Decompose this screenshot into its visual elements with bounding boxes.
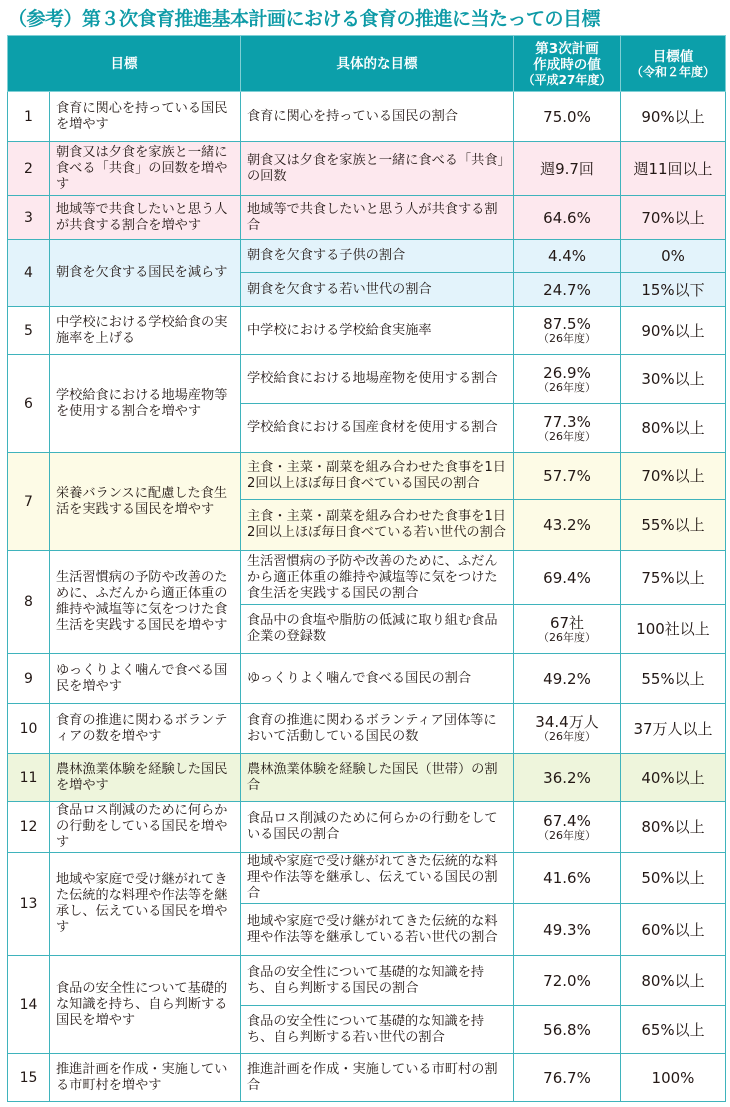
header-goal: 目標 <box>8 36 241 92</box>
baseline-value: 69.4% <box>543 568 591 587</box>
baseline-note: （26年度） <box>538 630 596 644</box>
row-target: 90%以上 <box>621 92 726 142</box>
row-target: 90%以上 <box>621 307 726 355</box>
row-specific: 朝食又は夕食を家族と一緒に食べる「共食」の回数 <box>241 142 514 196</box>
header-baseline-line3: （平成27年度） <box>522 72 612 87</box>
row-baseline <box>514 704 621 754</box>
row-goal: 栄養バランスに配慮した食生活を実践する国民を増やす <box>50 453 241 551</box>
row-target: 80%以上 <box>621 404 726 453</box>
table-row <box>8 196 726 240</box>
row-target: 55%以上 <box>621 500 726 551</box>
baseline-note: （26年度） <box>538 380 596 394</box>
row-specific: 推進計画を作成・実施している市町村の割合 <box>241 1054 514 1102</box>
row-goal: 学校給食における地場産物等を使用する割合を増やす <box>50 355 241 453</box>
row-specific: 中学校における学校給食実施率 <box>241 307 514 355</box>
row-specific: 食品ロス削減のために何らかの行動をしている国民の割合 <box>241 802 514 853</box>
baseline-value: 64.6% <box>543 208 591 227</box>
baseline-note: （26年度） <box>538 429 596 443</box>
table-row <box>8 1054 726 1102</box>
row-goal: 地域や家庭で受け継がれてきた伝統的な料理や作法等を継承し、伝えている国民を増やす <box>50 853 241 956</box>
row-specific: 地域等で共食したいと思う人が共食する割合 <box>241 196 514 240</box>
row-specific: 主食・主菜・副菜を組み合わせた食事を1日2回以上ほぼ毎日食べている国民の割合 <box>241 453 514 500</box>
row-number: 9 <box>8 654 50 704</box>
row-target: 15%以下 <box>621 273 726 307</box>
row-target: 50%以上 <box>621 853 726 904</box>
table-row <box>8 754 726 802</box>
baseline-value: 49.3% <box>543 920 591 939</box>
table-header-row <box>8 36 726 92</box>
row-specific: 食品の安全性について基礎的な知識を持ち、自ら判断する若い世代の割合 <box>241 1006 514 1054</box>
row-number: 2 <box>8 142 50 196</box>
table-row <box>8 551 726 605</box>
baseline-value: 4.4% <box>547 247 587 265</box>
row-number: 13 <box>8 853 50 956</box>
table-row <box>8 355 726 404</box>
row-baseline <box>514 307 621 355</box>
row-goal: 農林漁業体験を経験した国民を増やす <box>50 754 241 802</box>
table-row <box>8 704 726 754</box>
baseline-value: 87.5% <box>543 315 591 333</box>
row-goal: 食育に関心を持っている国民を増やす <box>50 92 241 142</box>
row-goal: 朝食を欠食する国民を減らす <box>50 240 241 307</box>
page-title: （参考）第３次食育推進基本計画における食育の推進に当たっての目標 <box>8 8 601 30</box>
header-specific: 具体的な目標 <box>241 36 514 92</box>
baseline-note: （26年度） <box>538 828 596 842</box>
row-goal: 朝食又は夕食を家族と一緒に食べる「共食」の回数を増やす <box>50 142 241 196</box>
row-target: 60%以上 <box>621 904 726 956</box>
row-goal: 食品の安全性について基礎的な知識を持ち、自ら判断する国民を増やす <box>50 956 241 1054</box>
row-number: 15 <box>8 1054 50 1102</box>
row-target: 30%以上 <box>621 355 726 404</box>
table-row <box>8 453 726 500</box>
row-specific: 地域や家庭で受け継がれてきた伝統的な料理や作法等を継承し、伝えている国民の割合 <box>241 853 514 904</box>
table-row <box>8 956 726 1006</box>
baseline-value: 56.8% <box>543 1020 591 1039</box>
baseline-value: 75.0% <box>543 107 591 126</box>
row-number: 14 <box>8 956 50 1054</box>
row-target: 40%以上 <box>621 754 726 802</box>
row-baseline <box>514 754 621 802</box>
row-target: 80%以上 <box>621 802 726 853</box>
row-target: 70%以上 <box>621 196 726 240</box>
row-target: 65%以上 <box>621 1006 726 1054</box>
row-target: 80%以上 <box>621 956 726 1006</box>
row-baseline <box>514 92 621 142</box>
row-baseline <box>514 853 621 904</box>
table-row <box>8 654 726 704</box>
baseline-value: 57.7% <box>543 467 591 485</box>
row-goal: 食育の推進に関わるボランティアの数を増やす <box>50 704 241 754</box>
baseline-value: 週9.7回 <box>540 159 594 178</box>
table-row <box>8 240 726 273</box>
row-target: 70%以上 <box>621 453 726 500</box>
row-specific: 学校給食における地場産物を使用する割合 <box>241 355 514 404</box>
baseline-value: 34.4万人 <box>535 713 599 731</box>
row-specific: 地域や家庭で受け継がれてきた伝統的な料理や作法等を継承している若い世代の割合 <box>241 904 514 956</box>
row-target: 100社以上 <box>621 605 726 654</box>
row-baseline <box>514 904 621 956</box>
row-goal: 推進計画を作成・実施している市町村を増やす <box>50 1054 241 1102</box>
row-goal: 生活習慣病の予防や改善のために、ふだんから適正体重の維持や減塩等に気をつけた食生活を実践する国民を増やす <box>50 551 241 654</box>
row-number: 8 <box>8 551 50 654</box>
goals-table <box>7 35 726 1102</box>
header-target-line1: 目標値 <box>652 48 694 65</box>
table-row <box>8 307 726 355</box>
baseline-value: 49.2% <box>543 669 591 688</box>
row-goal: 食品ロス削減のために何らかの行動をしている国民を増やす <box>50 802 241 853</box>
row-number: 7 <box>8 453 50 551</box>
row-baseline <box>514 500 621 551</box>
row-specific: 食品の安全性について基礎的な知識を持ち、自ら判断する国民の割合 <box>241 956 514 1006</box>
row-baseline <box>514 551 621 605</box>
row-goal: 地域等で共食したいと思う人が共食する割合を増やす <box>50 196 241 240</box>
table-row <box>8 142 726 196</box>
row-specific: 主食・主菜・副菜を組み合わせた食事を1日2回以上ほぼ毎日食べている若い世代の割合 <box>241 500 514 551</box>
row-target: 37万人以上 <box>621 704 726 754</box>
baseline-value: 72.0% <box>543 971 591 990</box>
row-target: 週11回以上 <box>621 142 726 196</box>
row-target: 100% <box>621 1054 726 1102</box>
baseline-value: 77.3% <box>543 412 591 431</box>
row-specific: 食育の推進に関わるボランティア団体等において活動している国民の数 <box>241 704 514 754</box>
row-specific: 生活習慣病の予防や改善のために、ふだんから適正体重の維持や減塩等に気をつけた食生活を実践する国民の割合 <box>241 551 514 605</box>
header-baseline-line1: 第3次計画 <box>535 40 599 57</box>
row-specific: 学校給食における国産食材を使用する割合 <box>241 404 514 453</box>
row-specific: 農林漁業体験を経験した国民（世帯）の割合 <box>241 754 514 802</box>
row-baseline <box>514 654 621 704</box>
baseline-value: 24.7% <box>543 280 591 299</box>
row-goal: ゆっくりよく噛んで食べる国民を増やす <box>50 654 241 704</box>
row-number: 6 <box>8 355 50 453</box>
row-baseline <box>514 240 621 273</box>
baseline-value: 41.6% <box>543 869 591 887</box>
baseline-value: 26.9% <box>543 363 591 382</box>
row-baseline <box>514 196 621 240</box>
header-target <box>621 36 726 92</box>
baseline-value: 36.2% <box>543 768 591 787</box>
row-number: 1 <box>8 92 50 142</box>
row-number: 3 <box>8 196 50 240</box>
row-baseline <box>514 605 621 654</box>
row-baseline <box>514 956 621 1006</box>
row-baseline <box>514 1054 621 1102</box>
row-goal: 中学校における学校給食の実施率を上げる <box>50 307 241 355</box>
row-target: 0% <box>621 240 726 273</box>
baseline-value: 43.2% <box>543 516 591 534</box>
header-baseline <box>514 36 621 92</box>
row-specific: 朝食を欠食する若い世代の割合 <box>241 273 514 307</box>
baseline-value: 67社 <box>549 613 585 632</box>
row-number: 11 <box>8 754 50 802</box>
row-baseline <box>514 273 621 307</box>
row-number: 10 <box>8 704 50 754</box>
baseline-value: 76.7% <box>543 1068 591 1087</box>
row-baseline <box>514 802 621 853</box>
row-baseline <box>514 142 621 196</box>
row-specific: 食育に関心を持っている国民の割合 <box>241 92 514 142</box>
baseline-value: 67.4% <box>543 811 591 830</box>
row-baseline <box>514 404 621 453</box>
baseline-note: （26年度） <box>538 332 596 345</box>
row-baseline <box>514 453 621 500</box>
row-target: 75%以上 <box>621 551 726 605</box>
row-target: 55%以上 <box>621 654 726 704</box>
header-target-line2: （令和２年度） <box>630 64 715 79</box>
row-specific: ゆっくりよく噛んで食べる国民の割合 <box>241 654 514 704</box>
baseline-note: （26年度） <box>538 730 596 743</box>
row-number: 12 <box>8 802 50 853</box>
row-specific: 食品中の食塩や脂肪の低減に取り組む食品企業の登録数 <box>241 605 514 654</box>
row-number: 5 <box>8 307 50 355</box>
table-row <box>8 92 726 142</box>
row-baseline <box>514 1006 621 1054</box>
header-baseline-line2: 作成時の値 <box>533 56 601 73</box>
table-row <box>8 853 726 904</box>
row-baseline <box>514 355 621 404</box>
table-row <box>8 802 726 853</box>
row-number: 4 <box>8 240 50 307</box>
row-specific: 朝食を欠食する子供の割合 <box>241 240 514 273</box>
